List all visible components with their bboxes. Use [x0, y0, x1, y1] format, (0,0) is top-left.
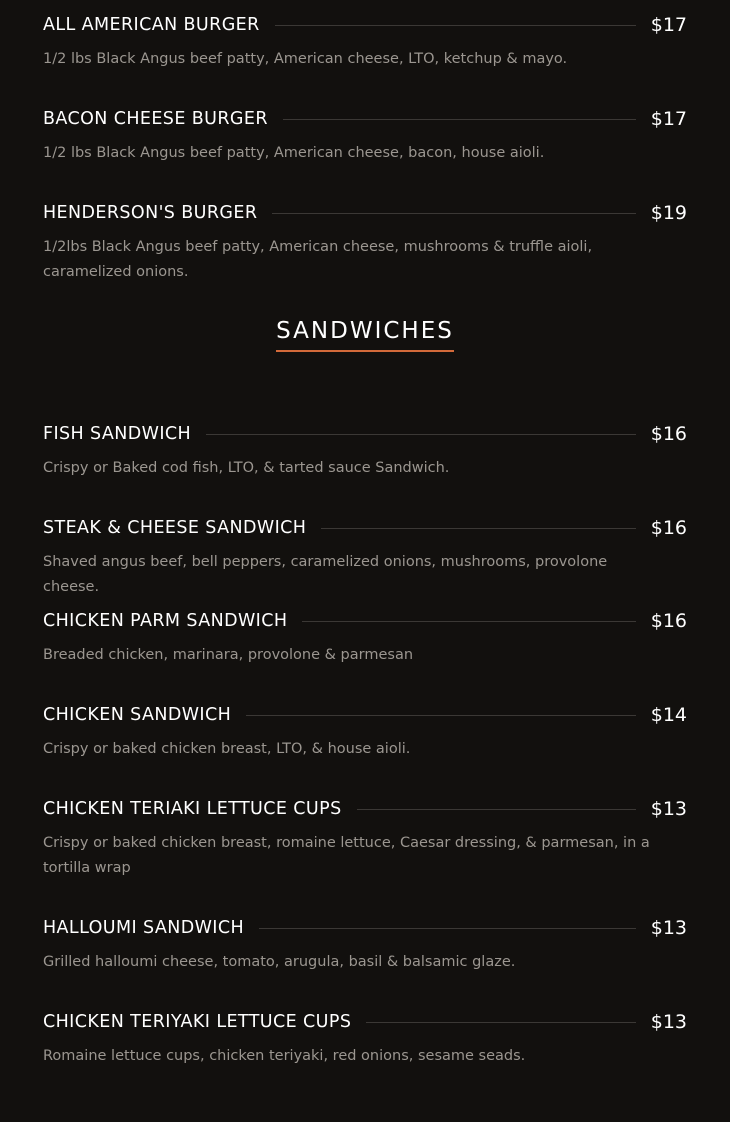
menu-item-price: $13: [650, 798, 687, 820]
menu-item-name: STEAK & CHEESE SANDWICH: [43, 518, 307, 538]
menu-item-price: $13: [650, 1011, 687, 1033]
menu-item-name: FISH SANDWICH: [43, 424, 192, 444]
menu-item: [43, 607, 687, 668]
leader-line: [206, 434, 636, 435]
menu-item-description: Breaded chicken, marinara, provolone & parmesan: [43, 647, 414, 663]
menu-item-header: [43, 199, 687, 227]
menu-item-name: CHICKEN PARM SANDWICH: [43, 611, 288, 631]
menu-item: [43, 105, 687, 166]
menu-item-name: ALL AMERICAN BURGER: [43, 15, 260, 35]
menu-item-header: [43, 105, 687, 133]
menu-item-name: HENDERSON'S BURGER: [43, 203, 258, 223]
menu-item-description: 1/2 lbs Black Angus beef patty, American cheese, bacon, house aioli.: [43, 145, 545, 161]
leader-line: [272, 213, 635, 214]
menu-item: [43, 701, 687, 762]
menu-item-description: Crispy or baked chicken breast, LTO, & house aioli.: [43, 741, 411, 757]
menu-item-price: $17: [650, 108, 687, 130]
menu-item-price: $16: [650, 517, 687, 539]
menu-item-name: CHICKEN SANDWICH: [43, 705, 232, 725]
leader-line: [302, 621, 635, 622]
menu-item-header: [43, 514, 687, 542]
menu-item-header: [43, 795, 687, 823]
menu-item-name: BACON CHEESE BURGER: [43, 109, 268, 129]
menu-item-description: Grilled halloumi cheese, tomato, arugula, basil & balsamic glaze.: [43, 954, 516, 970]
menu-item-description: Romaine lettuce cups, chicken teriyaki, red onions, sesame seads.: [43, 1048, 526, 1064]
section-title: SANDWICHES: [276, 318, 454, 352]
menu-item-price: $19: [650, 202, 687, 224]
menu-item-header: [43, 701, 687, 729]
menu-item-description: Shaved angus beef, bell peppers, caramelized onions, mushrooms, provolone cheese.: [43, 554, 608, 595]
menu-item-name: HALLOUMI SANDWICH: [43, 918, 245, 938]
leader-line: [275, 25, 636, 26]
menu-item: [43, 11, 687, 72]
menu-item: [43, 514, 687, 600]
menu-item-header: [43, 11, 687, 39]
menu-item-price: $17: [650, 14, 687, 36]
menu-item-header: [43, 420, 687, 448]
leader-line: [246, 715, 636, 716]
menu-item-price: $14: [650, 704, 687, 726]
menu-item-description: 1/2lbs Black Angus beef patty, American cheese, mushrooms & truffle aioli, caramelized onions.: [43, 239, 593, 280]
menu-item-price: $16: [650, 423, 687, 445]
menu-item: [43, 1008, 687, 1069]
leader-line: [357, 809, 636, 810]
menu-item-description: Crispy or Baked cod fish, LTO, & tarted sauce Sandwich.: [43, 460, 450, 476]
menu-item-description: Crispy or baked chicken breast, romaine lettuce, Caesar dressing, & parmesan, in a tortilla wrap: [43, 835, 650, 876]
leader-line: [259, 928, 636, 929]
menu-item: [43, 914, 687, 975]
menu-item-price: $13: [650, 917, 687, 939]
menu-item-price: $16: [650, 610, 687, 632]
leader-line: [283, 119, 636, 120]
menu-item: [43, 795, 687, 881]
leader-line: [321, 528, 635, 529]
menu-item-name: CHICKEN TERIAKI LETTUCE CUPS: [43, 799, 342, 819]
menu-item: [43, 199, 687, 285]
menu-item-header: [43, 607, 687, 635]
menu-item-header: [43, 914, 687, 942]
menu-item: [43, 420, 687, 481]
menu-item-name: CHICKEN TERIYAKI LETTUCE CUPS: [43, 1012, 352, 1032]
leader-line: [366, 1022, 635, 1023]
menu-item-description: 1/2 lbs Black Angus beef patty, American cheese, LTO, ketchup & mayo.: [43, 51, 568, 67]
menu-item-header: [43, 1008, 687, 1036]
section-header: [0, 318, 730, 352]
